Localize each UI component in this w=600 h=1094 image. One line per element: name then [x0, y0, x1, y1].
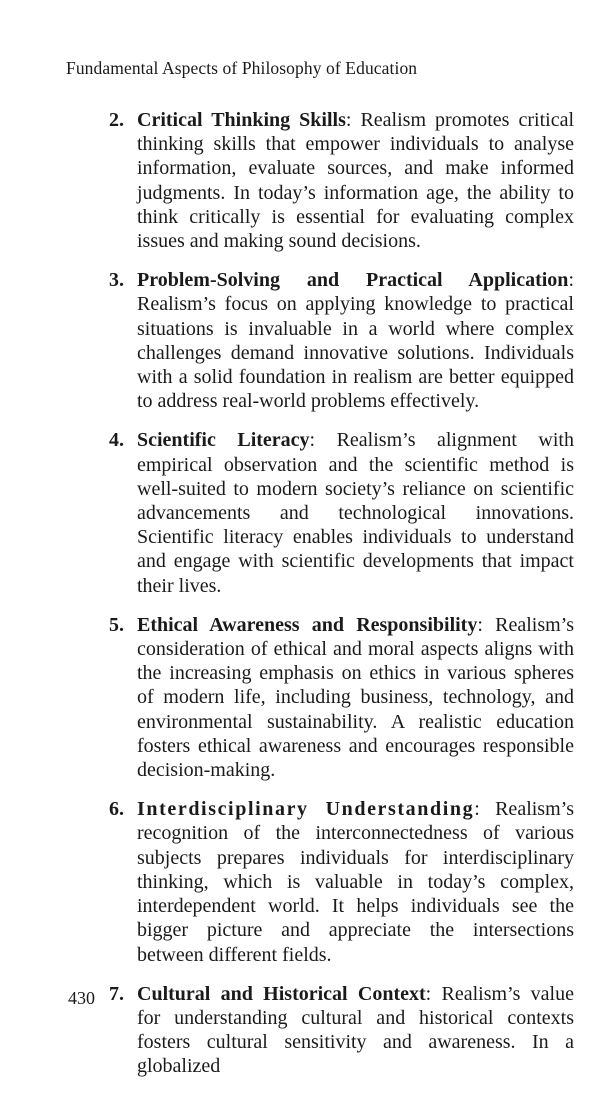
- item-number: 3.: [109, 269, 124, 292]
- item-number: 6.: [109, 798, 124, 821]
- item-term: Scientific Literacy: [137, 429, 310, 452]
- item-paragraph: [137, 797, 574, 966]
- list-item: [109, 108, 574, 253]
- list-item: [109, 613, 574, 782]
- item-paragraph: [137, 613, 574, 782]
- item-text: : Realism promotes critical thinking skills that empower individuals to analyse information, evaluate sources, and make informed judgments. In today’s information age, the ability to think critically is essential for evaluating complex issues and making sound decisions.: [137, 109, 575, 253]
- item-text: : Realism’s alignment with empirical observation and the scientific method is well-suited to modern society’s reliance on scientific advancements and technological innovations. Scientific literacy enables individuals to understand and engage with scientific developments that impact their lives.: [137, 429, 574, 597]
- numbered-list: [109, 108, 574, 1094]
- list-item: [109, 982, 574, 1079]
- item-paragraph: [137, 268, 574, 413]
- running-head: Fundamental Aspects of Philosophy of Education: [66, 58, 418, 78]
- item-text: : Realism’s focus on applying knowledge to practical situations is invaluable in a world where complex challenges demand innovative solutions. Individuals with a solid foundation in realism are better equipped to address real-world problems effectively.: [137, 269, 574, 413]
- item-term: Cultural and Historical Context: [137, 982, 426, 1005]
- item-text: : Realism’s recognition of the interconnectedness of various subjects prepares individuals for interdisciplinary thinking, which is valuable in today’s complex, interdependent world. It helps individuals see the bigger picture and appreciate the intersections between different fields.: [137, 798, 574, 966]
- item-term: Problem-Solving and Practical Application: [137, 269, 569, 292]
- list-item: [109, 428, 574, 597]
- list-item: [109, 797, 574, 966]
- item-term: Ethical Awareness and Responsibility: [137, 613, 478, 636]
- list-item: [109, 268, 574, 413]
- item-number: 5.: [109, 613, 124, 636]
- page-number: 430: [68, 988, 95, 1008]
- item-paragraph: [137, 428, 574, 597]
- item-text: : Realism’s consideration of ethical and moral aspects aligns with the increasing emphasis on ethics in various spheres of modern life, including business, technology, and environmental sustainability. A realistic education fosters ethical awareness and encourages responsible decision-making.: [137, 613, 574, 782]
- item-number: 4.: [109, 429, 124, 452]
- item-number: 2.: [109, 109, 124, 131]
- item-term: Interdisciplinary Understanding: [137, 798, 475, 821]
- item-paragraph: [137, 108, 574, 253]
- item-number: 7.: [109, 982, 124, 1005]
- item-text: : Realism’s value for understanding cultural and historical contexts fosters cultural sensitivity and awareness. In a globalized: [137, 982, 574, 1078]
- item-paragraph: [137, 982, 574, 1079]
- item-term: Critical Thinking Skills: [137, 109, 346, 131]
